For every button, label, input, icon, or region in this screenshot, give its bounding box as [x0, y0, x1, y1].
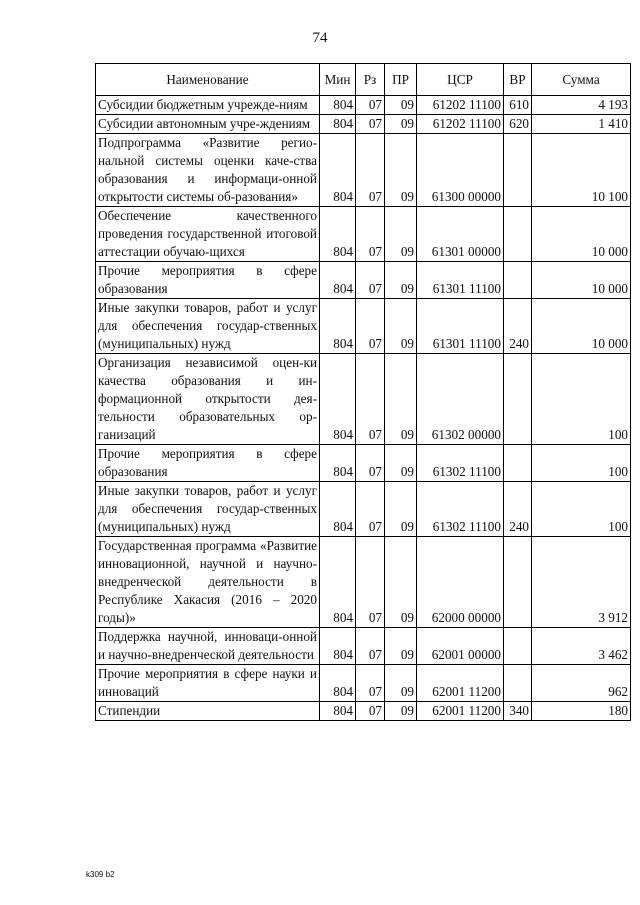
- cell-name: Организация независимой оцен-ки качества образования и ин-формационной открытости дея-тельности образовательных ор-ганизаций: [96, 354, 320, 445]
- cell-vr: 620: [504, 115, 532, 134]
- cell-sum: 4 193: [532, 96, 631, 115]
- cell-name: Обеспечение качественного проведения государственной итоговой аттестации обучаю-щихся: [96, 207, 320, 262]
- cell-min: 804: [320, 134, 356, 207]
- cell-csr: 62000 00000: [417, 537, 504, 628]
- cell-rz: 07: [356, 299, 385, 354]
- cell-pr: 09: [385, 134, 417, 207]
- table-header-row: [96, 64, 631, 96]
- table-row: [96, 665, 631, 702]
- header-sum: Сумма: [532, 64, 631, 96]
- cell-name: Государственная программа «Развитие инновационной, научной и научно-внедренческой деятельности в Республике Хакасия (2016 – 2020 годы)»: [96, 537, 320, 628]
- cell-name: Иные закупки товаров, работ и услуг для обеспечения государ-ственных (муниципальных) нужд: [96, 299, 320, 354]
- cell-name: Стипендии: [96, 702, 320, 721]
- cell-sum: 3 462: [532, 628, 631, 665]
- cell-sum: 100: [532, 445, 631, 482]
- cell-csr: 61300 00000: [417, 134, 504, 207]
- cell-pr: 09: [385, 207, 417, 262]
- table-row: [96, 537, 631, 628]
- table-row: [96, 115, 631, 134]
- cell-pr: 09: [385, 482, 417, 537]
- cell-sum: 10 000: [532, 299, 631, 354]
- cell-name: Иные закупки товаров, работ и услуг для обеспечения государ-ственных (муниципальных) нужд: [96, 482, 320, 537]
- cell-vr: [504, 537, 532, 628]
- cell-name: Прочие мероприятия в сфере образования: [96, 445, 320, 482]
- cell-vr: 240: [504, 482, 532, 537]
- cell-min: 804: [320, 628, 356, 665]
- cell-pr: 09: [385, 262, 417, 299]
- header-rz: Рз: [356, 64, 385, 96]
- cell-sum: 180: [532, 702, 631, 721]
- table-row: [96, 354, 631, 445]
- cell-min: 804: [320, 445, 356, 482]
- header-vr: ВР: [504, 64, 532, 96]
- cell-pr: 09: [385, 445, 417, 482]
- cell-min: 804: [320, 115, 356, 134]
- cell-rz: 07: [356, 134, 385, 207]
- cell-vr: [504, 207, 532, 262]
- cell-min: 804: [320, 299, 356, 354]
- cell-min: 804: [320, 96, 356, 115]
- cell-pr: 09: [385, 537, 417, 628]
- cell-vr: [504, 665, 532, 702]
- table-row: [96, 482, 631, 537]
- cell-rz: 07: [356, 702, 385, 721]
- cell-sum: 100: [532, 354, 631, 445]
- cell-vr: [504, 445, 532, 482]
- cell-vr: 240: [504, 299, 532, 354]
- cell-pr: 09: [385, 628, 417, 665]
- cell-pr: 09: [385, 354, 417, 445]
- cell-sum: 1 410: [532, 115, 631, 134]
- cell-rz: 07: [356, 665, 385, 702]
- cell-csr: 61302 00000: [417, 354, 504, 445]
- cell-sum: 100: [532, 482, 631, 537]
- cell-csr: 62001 00000: [417, 628, 504, 665]
- cell-csr: 61202 11100: [417, 115, 504, 134]
- cell-name: Субсидии автономным учре-ждениям: [96, 115, 320, 134]
- header-name: Наименование: [96, 64, 320, 96]
- cell-rz: 07: [356, 628, 385, 665]
- cell-csr: 62001 11200: [417, 665, 504, 702]
- cell-min: 804: [320, 665, 356, 702]
- cell-rz: 07: [356, 445, 385, 482]
- cell-min: 804: [320, 262, 356, 299]
- cell-name: Поддержка научной, инноваци-онной и научно-внедренческой деятельности: [96, 628, 320, 665]
- cell-rz: 07: [356, 115, 385, 134]
- cell-min: 804: [320, 354, 356, 445]
- cell-csr: 61302 11100: [417, 482, 504, 537]
- cell-rz: 07: [356, 262, 385, 299]
- cell-csr: 61301 11100: [417, 262, 504, 299]
- cell-min: 804: [320, 702, 356, 721]
- cell-sum: 10 000: [532, 207, 631, 262]
- cell-sum: 10 000: [532, 262, 631, 299]
- footer-code: k309 b2: [86, 870, 115, 879]
- cell-name: Прочие мероприятия в сфере образования: [96, 262, 320, 299]
- table-body: [96, 96, 631, 721]
- cell-rz: 07: [356, 482, 385, 537]
- table-row: [96, 207, 631, 262]
- cell-pr: 09: [385, 702, 417, 721]
- cell-pr: 09: [385, 96, 417, 115]
- cell-sum: 3 912: [532, 537, 631, 628]
- header-min: Мин: [320, 64, 356, 96]
- cell-name: Подпрограмма «Развитие регио-нальной системы оценки каче-ства образования и информаци-онной открытости системы об-разования»: [96, 134, 320, 207]
- cell-pr: 09: [385, 115, 417, 134]
- cell-pr: 09: [385, 299, 417, 354]
- cell-vr: 340: [504, 702, 532, 721]
- cell-sum: 10 100: [532, 134, 631, 207]
- cell-min: 804: [320, 207, 356, 262]
- cell-pr: 09: [385, 665, 417, 702]
- table-row: [96, 134, 631, 207]
- table-row: [96, 262, 631, 299]
- cell-csr: 61301 00000: [417, 207, 504, 262]
- header-pr: ПР: [385, 64, 417, 96]
- table-row: [96, 628, 631, 665]
- cell-rz: 07: [356, 207, 385, 262]
- table-row: [96, 445, 631, 482]
- cell-name: Субсидии бюджетным учрежде-ниям: [96, 96, 320, 115]
- header-csr: ЦСР: [417, 64, 504, 96]
- cell-vr: [504, 628, 532, 665]
- cell-csr: 61202 11100: [417, 96, 504, 115]
- cell-vr: [504, 262, 532, 299]
- table-row: [96, 702, 631, 721]
- cell-vr: 610: [504, 96, 532, 115]
- cell-name: Прочие мероприятия в сфере науки и инноваций: [96, 665, 320, 702]
- cell-vr: [504, 354, 532, 445]
- budget-table: [95, 63, 631, 721]
- cell-csr: 62001 11200: [417, 702, 504, 721]
- table-row: [96, 299, 631, 354]
- cell-rz: 07: [356, 354, 385, 445]
- cell-min: 804: [320, 482, 356, 537]
- cell-csr: 61301 11100: [417, 299, 504, 354]
- cell-rz: 07: [356, 96, 385, 115]
- cell-vr: [504, 134, 532, 207]
- cell-rz: 07: [356, 537, 385, 628]
- page-number: 74: [312, 30, 328, 46]
- cell-csr: 61302 11100: [417, 445, 504, 482]
- table-row: [96, 96, 631, 115]
- cell-sum: 962: [532, 665, 631, 702]
- cell-min: 804: [320, 537, 356, 628]
